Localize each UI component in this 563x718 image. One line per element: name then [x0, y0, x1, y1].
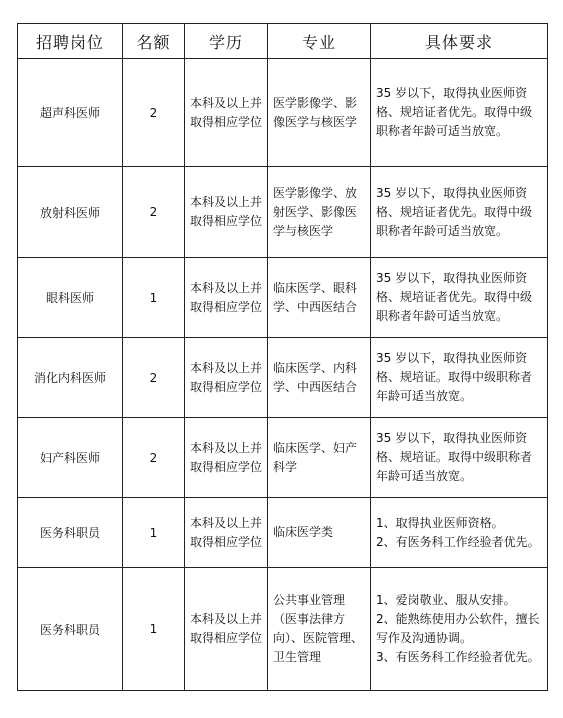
table-row [18, 167, 548, 258]
requirements-cell [371, 258, 548, 338]
requirement-line: 2、有医务科工作经验者优先。 [376, 534, 540, 549]
position-cell: 妇产科医师 [18, 418, 123, 498]
requirements-cell [371, 418, 548, 498]
position-cell: 眼科医师 [18, 258, 123, 338]
education-cell: 本科及以上并取得相应学位 [185, 418, 268, 498]
education-cell: 本科及以上并取得相应学位 [185, 59, 268, 167]
major-cell: 临床医学、妇产科学 [268, 418, 371, 498]
position-cell: 医务科职员 [18, 568, 123, 691]
requirements-cell [371, 338, 548, 418]
table-row [18, 338, 548, 418]
table-row [18, 59, 548, 167]
header-count: 名额 [123, 24, 185, 59]
count-cell: 1 [123, 258, 185, 338]
education-cell: 本科及以上并取得相应学位 [185, 258, 268, 338]
requirement-line: 35 岁以下，取得执业医师资格、规培证者优先。取得中级职称者年龄可适当放宽。 [376, 86, 533, 138]
table-row [18, 568, 548, 691]
table-row [18, 258, 548, 338]
requirements-cell [371, 167, 548, 258]
major-cell: 临床医学、内科学、中西医结合 [268, 338, 371, 418]
requirement-line: 35 岁以下，取得执业医师资格、规培证。取得中级职称者年龄可适当放宽。 [376, 431, 533, 483]
count-cell: 2 [123, 338, 185, 418]
count-cell: 2 [123, 418, 185, 498]
position-cell: 消化内科医师 [18, 338, 123, 418]
header-requirements: 具体要求 [371, 24, 548, 59]
position-cell: 超声科医师 [18, 59, 123, 167]
major-cell: 临床医学类 [268, 498, 371, 568]
header-position: 招聘岗位 [18, 24, 123, 59]
requirement-line: 35 岁以下，取得执业医师资格、规培证。取得中级职称者年龄可适当放宽。 [376, 351, 533, 403]
requirement-line: 1、取得执业医师资格。 [376, 515, 504, 530]
header-row [18, 24, 548, 59]
position-cell: 医务科职员 [18, 498, 123, 568]
education-cell: 本科及以上并取得相应学位 [185, 338, 268, 418]
major-cell: 医学影像学、影像医学与核医学 [268, 59, 371, 167]
requirement-line: 3、有医务科工作经验者优先。 [376, 650, 540, 664]
count-cell: 2 [123, 167, 185, 258]
major-cell: 临床医学、眼科学、中西医结合 [268, 258, 371, 338]
major-cell: 公共事业管理（医事法律方向）、医院管理、卫生管理 [268, 568, 371, 691]
count-cell: 1 [123, 498, 185, 568]
requirement-line: 1、爱岗敬业、服从安排。 [376, 593, 516, 607]
count-cell: 2 [123, 59, 185, 167]
table-row [18, 418, 548, 498]
requirement-line: 35 岁以下，取得执业医师资格、规培证者优先。取得中级职称者年龄可适当放宽。 [376, 185, 533, 238]
table-row [18, 498, 548, 568]
position-cell: 放射科医师 [18, 167, 123, 258]
education-cell: 本科及以上并取得相应学位 [185, 498, 268, 568]
count-cell: 1 [123, 568, 185, 691]
requirement-line: 2、能熟练使用办公软件，擅长写作及沟通协调。 [376, 612, 540, 645]
recruitment-table [17, 23, 548, 691]
requirement-line: 35 岁以下，取得执业医师资格、规培证者优先。取得中级职称者年龄可适当放宽。 [376, 271, 533, 323]
requirements-cell [371, 568, 548, 691]
education-cell: 本科及以上并取得相应学位 [185, 167, 268, 258]
requirements-cell [371, 498, 548, 568]
header-education: 学历 [185, 24, 268, 59]
requirements-cell [371, 59, 548, 167]
major-cell: 医学影像学、放射医学、影像医学与核医学 [268, 167, 371, 258]
education-cell: 本科及以上并取得相应学位 [185, 568, 268, 691]
header-major: 专业 [268, 24, 371, 59]
